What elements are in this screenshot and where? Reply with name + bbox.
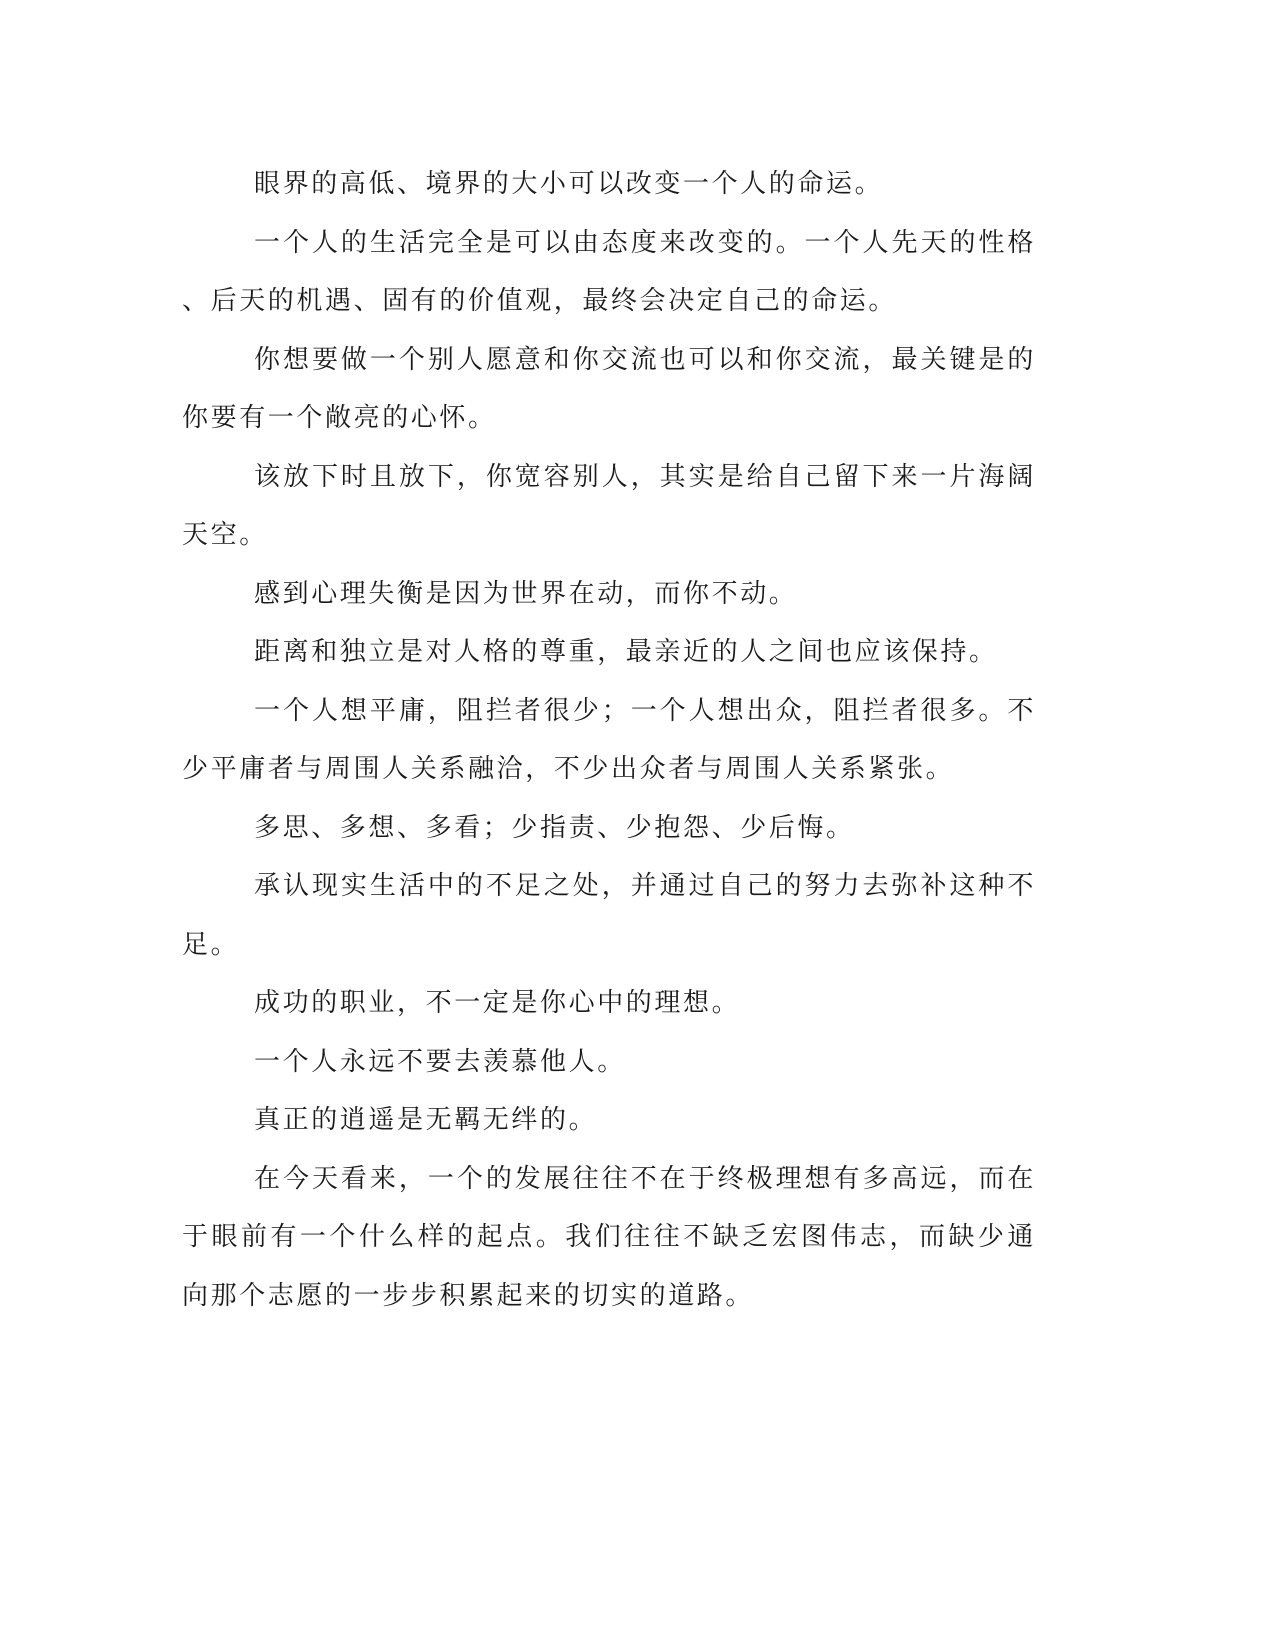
paragraph: 感到心理失衡是因为世界在动，而你不动。: [254, 578, 798, 609]
paragraph: 你想要做一个别人愿意和你交流也可以和你交流，最关键是的你要有一个敞亮的心怀。: [182, 344, 1036, 433]
paragraph: 承认现实生活中的不足之处，并通过自己的努力去弥补这种不足。: [182, 871, 1036, 960]
paragraph: 多思、多想、多看；少指责、少抱怨、少后悔。: [254, 812, 855, 843]
document-body: [182, 155, 1036, 1325]
paragraph: 该放下时且放下，你宽容别人，其实是给自己留下来一片海阔天空。: [182, 461, 1036, 550]
paragraph: 一个人的生活完全是可以由态度来改变的。一个人先天的性格、后天的机遇、固有的价值观，最终会决定自己的命运。: [182, 227, 1036, 316]
paragraph: 一个人想平庸，阻拦者很少；一个人想出众，阻拦者很多。不少平庸者与周围人关系融洽，不少出众者与周围人关系紧张。: [182, 695, 1036, 784]
paragraph: 眼界的高低、境界的大小可以改变一个人的命运。: [254, 169, 884, 199]
paragraph: 一个人永远不要去羡慕他人。: [254, 1046, 626, 1077]
paragraph: 距离和独立是对人格的尊重，最亲近的人之间也应该保持。: [254, 637, 998, 667]
paragraph: 成功的职业，不一定是你心中的理想。: [254, 988, 741, 1018]
paragraph: 真正的逍遥是无羁无绊的。: [254, 1105, 598, 1135]
paragraph: 在今天看来，一个的发展往往不在于终极理想有多高远，而在于眼前有一个什么样的起点。我们往往不缺乏宏图伟志，而缺少通向那个志愿的一步步积累起来的切实的道路。: [182, 1163, 1036, 1311]
